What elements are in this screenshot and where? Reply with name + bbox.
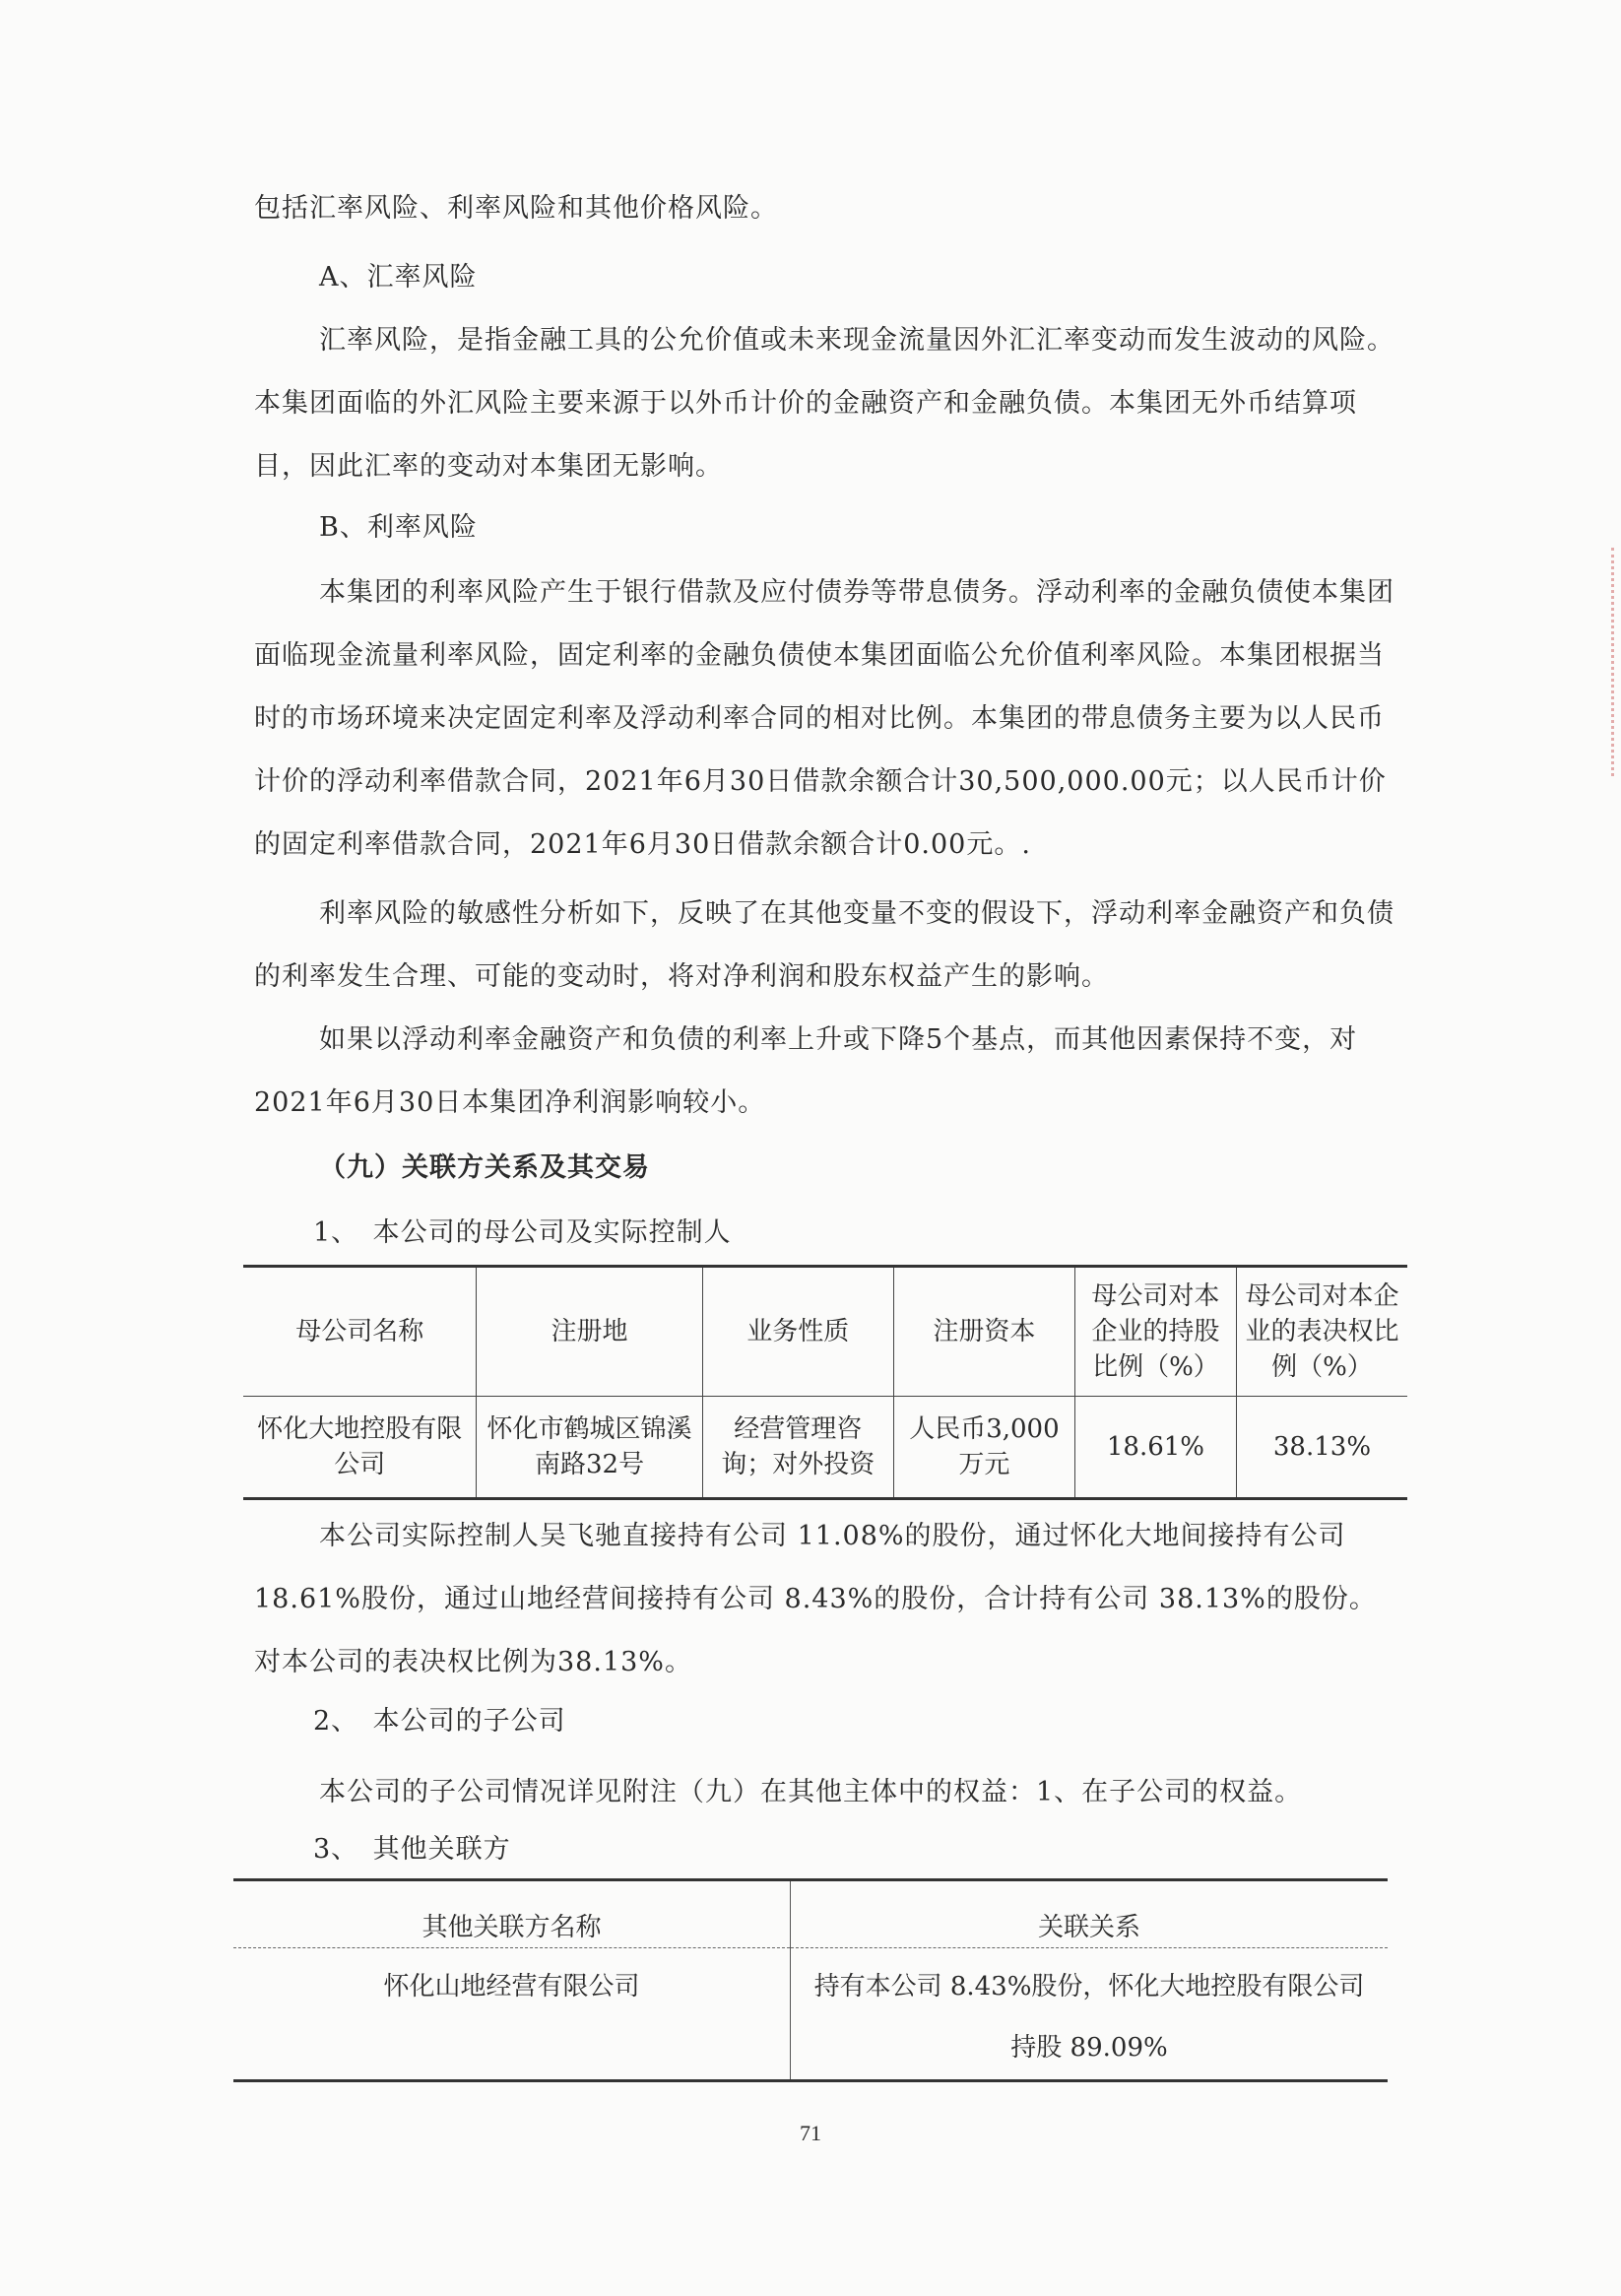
- cell-business-nature: 经营管理咨询；对外投资: [702, 1397, 893, 1499]
- header-related-name: 其他关联方名称: [233, 1880, 791, 1948]
- subheading-other-related: 3、 其他关联方: [313, 1834, 511, 1865]
- header-registered-place: 注册地: [477, 1267, 702, 1397]
- paragraph-subsidiaries: 本公司的子公司情况详见附注（九）在其他主体中的权益：1、在子公司的权益。: [319, 1777, 1303, 1807]
- cell-related-name: 怀化山地经营有限公司: [383, 1972, 640, 2001]
- table-row: [233, 1948, 1388, 2081]
- subheading-parent-company: 1、 本公司的母公司及实际控制人: [313, 1217, 732, 1248]
- header-voting-ratio: 母公司对本企业的表决权比例（%）: [1236, 1267, 1407, 1397]
- header-registered-capital: 注册资本: [893, 1267, 1074, 1397]
- header-relationship: 关联关系: [791, 1880, 1389, 1948]
- header-parent-name: 母公司名称: [243, 1267, 477, 1397]
- cell-parent-name: 怀化大地控股有限公司: [257, 1414, 463, 1479]
- header-business-nature: 业务性质: [702, 1267, 893, 1397]
- paragraph-basis-points: 如果以浮动利率金融资产和负债的利率上升或下降5个基点，而其他因素保持不变，对2021年6月30日本集团净利润影响较小。: [254, 1024, 1358, 1118]
- paragraph-fx-risk: 汇率风险，是指金融工具的公允价值或未来现金流量因外汇汇率变动而发生波动的风险。本集团面临的外汇风险主要来源于以外币计价的金融资产和金融负债。本集团无外币结算项目，因此汇率的变动对本集团无影响。: [254, 325, 1394, 482]
- paragraph-risk-types: 包括汇率风险、利率风险和其他价格风险。: [254, 193, 778, 224]
- cell-relationship: 持有本公司 8.43%股份，怀化大地控股有限公司持股 89.09%: [791, 1948, 1389, 2081]
- heading-fx-risk: A、汇率风险: [319, 262, 478, 293]
- cell-registered-capital: 人民币3,000万元: [893, 1397, 1074, 1499]
- heading-interest-risk: B、利率风险: [319, 512, 478, 543]
- seal-stamp-edge: [1611, 548, 1621, 776]
- cell-voting-ratio: 38.13%: [1236, 1397, 1407, 1499]
- paragraph-actual-controller: 本公司实际控制人吴飞驰直接持有公司 11.08%的股份，通过怀化大地间接持有公司18.61%股份，通过山地经营间接持有公司 8.43%的股份，合计持有公司 38.13%的股份。对本公司的表决权比例为38.13%。: [254, 1521, 1377, 1677]
- other-related-parties-table: [233, 1878, 1388, 2082]
- cell-shareholding-ratio: 18.61%: [1074, 1397, 1236, 1499]
- subheading-subsidiaries: 2、 本公司的子公司: [313, 1706, 566, 1737]
- table-row: [243, 1397, 1407, 1499]
- table-header-row: [243, 1267, 1407, 1397]
- page-number: 71: [800, 2121, 821, 2145]
- parent-company-table: [243, 1265, 1407, 1500]
- paragraph-interest-risk: 本集团的利率风险产生于银行借款及应付债券等带息债务。浮动利率的金融负债使本集团面临现金流量利率风险，固定利率的金融负债使本集团面临公允价值利率风险。本集团根据当时的市场环境来决定固定利率及浮动利率合同的相对比例。本集团的带息债务主要为以人民币计价的浮动利率借款合同，2021年6月30日借款余额合计30,500,000.00元；以人民币计价的固定利率借款合同，2021年6月30日借款余额合计0.00元。.: [254, 577, 1394, 860]
- paragraph-sensitivity: 利率风险的敏感性分析如下，反映了在其他变量不变的假设下，浮动利率金融资产和负债的利率发生合理、可能的变动时，将对净利润和股东权益产生的影响。: [254, 898, 1394, 992]
- cell-registered-place: 怀化市鹤城区锦溪南路32号: [477, 1397, 702, 1499]
- section-title-related-parties: （九）关联方关系及其交易: [319, 1152, 650, 1183]
- table-header-row: [233, 1880, 1388, 1948]
- header-shareholding-ratio: 母公司对本企业的持股比例（%）: [1074, 1267, 1236, 1397]
